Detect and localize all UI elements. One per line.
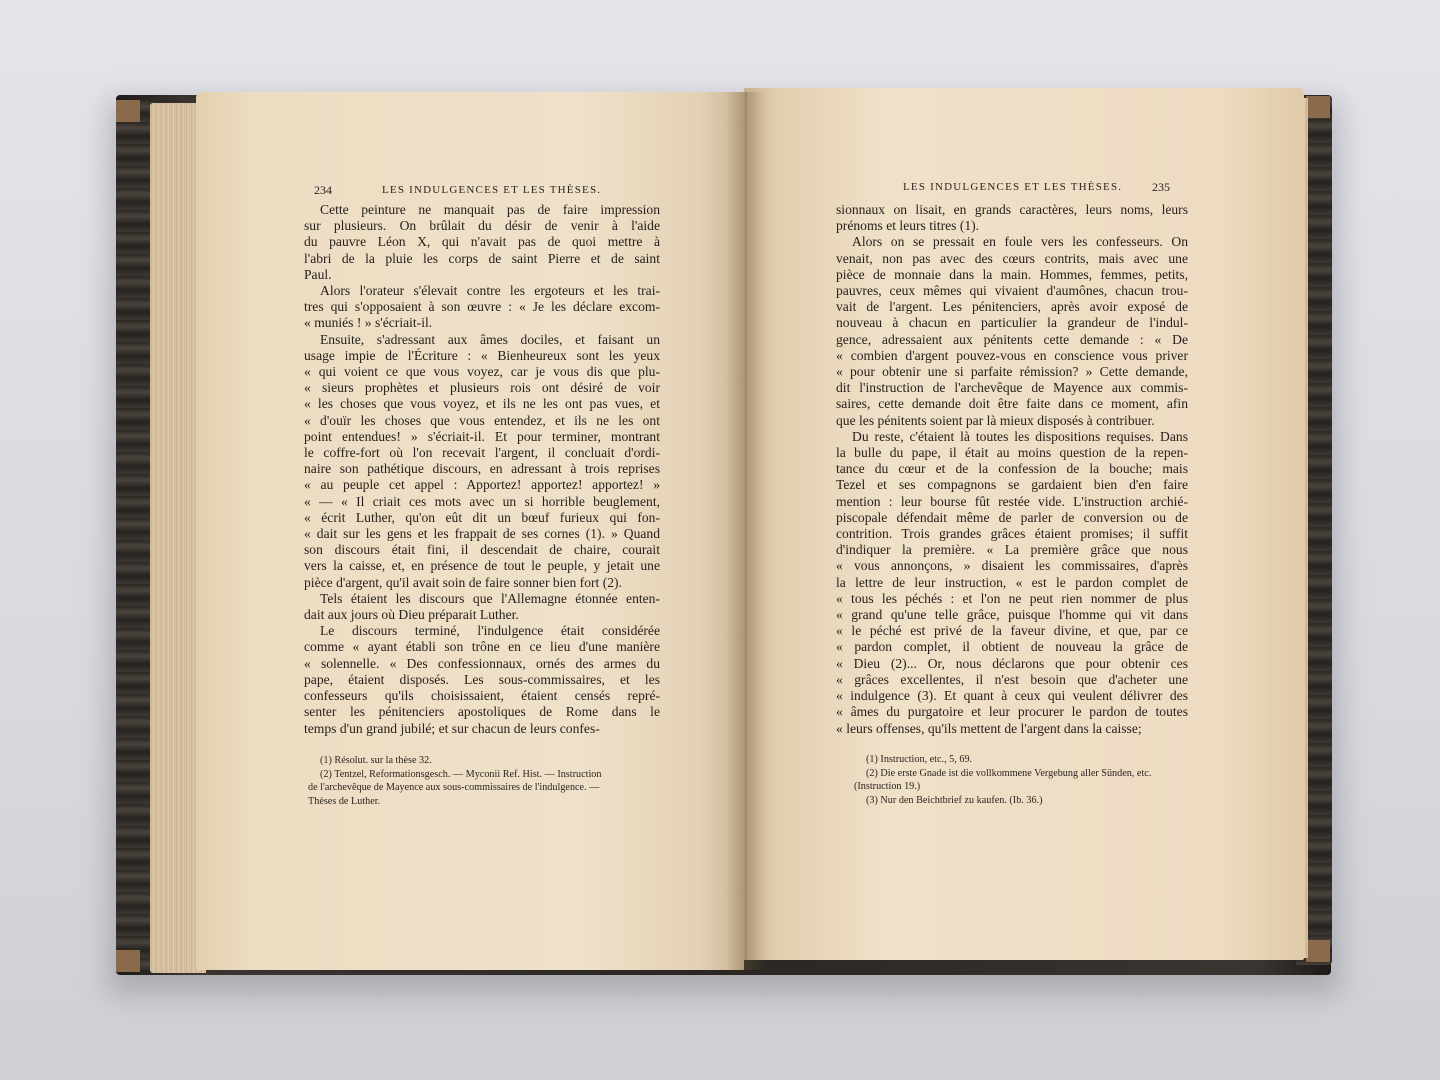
text-line: pauvres, ceux mêmes qui vivaient d'aumônes, chacun trou- <box>836 283 1188 299</box>
text-line: la bulle du pape, il était au moins question de la repen- <box>836 445 1188 461</box>
right-page-footnotes <box>854 753 1198 807</box>
left-page-footnotes <box>308 754 660 808</box>
text-line: « dait sur les gens et les frappait de ses cornes (1). » Quand <box>304 526 660 542</box>
text-line: Tezel et ses compagnons se gardaient bien d'en faire <box>836 477 1188 493</box>
text-line: sionnaux on lisait, en grands caractères, leurs noms, leurs <box>836 202 1188 217</box>
footnote-line: Thèses de Luther. <box>308 795 381 807</box>
text-line: le coffre-fort où l'on recevait l'argent, il concluait d'ordi- <box>304 445 660 461</box>
text-line: « vous annonçons, » disaient les commissaires, d'après <box>836 558 1188 574</box>
text-line: Ensuite, s'adressant aux âmes dociles, et faisant un <box>320 331 660 347</box>
text-line: l'abri de la pluie les corps de saint Pierre et de saint <box>304 250 660 266</box>
right-running-head: LES INDULGENCES ET LES THÈSES. <box>903 181 1123 193</box>
text-line: saires, cette demande doit être faite dans ce moment, afin <box>836 396 1188 412</box>
text-line: usage impie de l'Écriture : « Bienheureux sont les yeux <box>304 347 660 363</box>
text-line: « leurs offenses, qu'ils mettent de l'argent dans la caisse; <box>836 720 1142 736</box>
right-page-body <box>836 202 1188 737</box>
text-line: « qui voient ce que vous voyez, car je vous dis que plu- <box>304 364 660 380</box>
text-line: comme « ayant établi son trône en ce lieu d'une manière <box>304 639 660 655</box>
text-line: dait aux jours où Dieu préparait Luther. <box>304 607 519 623</box>
text-line: vers la caisse, et, en présence de tout le peuple, y jetait une <box>304 558 660 574</box>
text-line: la lettre de leur instruction, « est le pardon complet de <box>836 574 1188 590</box>
text-line: Le discours terminé, l'indulgence était considérée <box>320 623 660 639</box>
text-line: « muniés ! » s'écriait-il. <box>304 315 433 331</box>
text-line: « Dieu (2)... Or, nous déclarons que pour obtenir ces <box>836 655 1188 671</box>
text-line: son discours était fini, il descendait de chaire, courait <box>304 542 660 558</box>
cover-corner-bottom-left <box>116 950 140 972</box>
text-line: « sieurs prophètes et plusieurs rois ont désiré de voir <box>304 380 660 396</box>
text-line: contrition. Trois grandes grâces étaient promises; il suffit <box>836 526 1188 542</box>
text-line: d'indiquer la première. « La première grâce que nous <box>836 542 1188 558</box>
text-line: Cette peinture ne manquait pas de faire impression <box>320 202 660 217</box>
text-line: Tels étaient les discours que l'Allemagne étonnée enten- <box>320 590 660 606</box>
book-gutter <box>726 92 766 970</box>
text-line: Alors l'orateur s'élevait contre les ergoteurs et les trai- <box>320 283 660 299</box>
text-line: « les choses que vous voyez, et ils ne les ont pas vues, et <box>304 396 660 412</box>
text-line: Paul. <box>304 266 332 282</box>
text-line: « écrit Luther, qu'on eût dit un bœuf furieux qui fon- <box>304 509 660 525</box>
text-line: prénoms et leurs titres (1). <box>836 218 980 234</box>
footnote-line: (2) Tentzel, Reformationsgesch. — Myconii Ref. Hist. — Instruction <box>320 768 602 780</box>
text-line: nouveau à chacun en particulier la grandeur de l'indul- <box>836 315 1188 331</box>
footnote-line: (1) Instruction, etc., 5, 69. <box>866 754 973 765</box>
text-line: dit l'instruction de l'archevêque de Mayence aux commis- <box>836 380 1188 396</box>
text-line: sur plusieurs. On brûlait du désir de venir à l'aide <box>304 218 660 234</box>
text-line: senter les pénitenciers apostoliques de Rome dans le <box>304 704 660 720</box>
text-line: du pauvre Léon X, qui n'avait pas de quoi mettre à <box>304 234 660 250</box>
text-line: « solennelle. « Des confessionnaux, ornés des armes du <box>304 655 660 671</box>
right-page-number: 235 <box>1152 180 1170 194</box>
footnote-line: (3) Nur den Beichtbrief zu kaufen. (Ib. 36.) <box>866 794 1043 806</box>
text-line: vait de l'argent. Les pénitenciers, après avoir exposé de <box>836 299 1188 315</box>
cover-corner-top-left <box>116 100 140 122</box>
left-running-head: LES INDULGENCES ET LES THÈSES. <box>382 184 602 196</box>
text-line: tance du cœur et de la confession de la bouche; mais <box>836 461 1188 477</box>
text-line: naire son pathétique discours, en adressant à trois reprises <box>304 461 660 477</box>
footnote-line: (2) Die erste Gnade ist die vollkommene Vergebung aller Sünden, etc. <box>866 767 1152 779</box>
left-page-body <box>304 202 660 737</box>
text-line: Du reste, c'étaient là toutes les dispositions requises. Dans <box>852 428 1188 444</box>
text-line: « pour obtenir une si parfaite rémission? » Cette demande, <box>836 364 1188 380</box>
text-line: pape, étaient disposés. Les sous-commissaires, et les <box>304 671 660 687</box>
text-line: gence, adressaient aux pénitents cette demande : « De <box>836 331 1188 347</box>
text-line: pièce de monnaie dans la main. Hommes, femmes, petits, <box>836 266 1188 282</box>
text-line: « au peuple cet appel : Apportez! apportez! apportez! » <box>304 477 660 493</box>
cover-corner-bottom-right <box>1306 940 1330 962</box>
text-line: « combien d'argent pouvez-vous en conscience vous priver <box>836 347 1188 363</box>
text-line: « d'ouïr les choses que vous entendez, et ils ne les ont <box>304 412 660 428</box>
text-line: pièce d'argent, qu'il avait soin de faire sonner bien fort (2). <box>304 574 622 590</box>
text-line: venait, non pas avec des cœurs contrits, mais avec une <box>836 250 1188 266</box>
text-line: temps d'un grand jubilé; et sur chacun de leurs confes- <box>304 720 600 736</box>
text-line: que les pénitents soient par là mieux disposés à contribuer. <box>836 412 1155 428</box>
text-line: « tous les péchés : et l'on ne peut rien nommer de plus <box>836 590 1188 606</box>
text-line: « indulgence (3). Et quant à ceux qui veulent délivrer des <box>836 688 1188 704</box>
footnote-line: (Instruction 19.) <box>854 781 921 793</box>
footnote-line: de l'archevêque de Mayence aux sous-commissaires de l'indulgence. — <box>308 782 600 794</box>
text-line: « grand qu'une telle grâce, puisque l'homme qui vit dans <box>836 607 1188 623</box>
text-line: Alors on se pressait en foule vers les confesseurs. On <box>852 234 1188 250</box>
text-line: tres qui s'opposaient à son œuvre : « Je les déclare excom- <box>304 299 660 315</box>
text-line: « le péché est privé de la faveur divine, et que, par ce <box>836 623 1188 639</box>
text-line: « âmes du purgatoire et leur procurer le pardon de toutes <box>836 704 1188 720</box>
text-line: mention : leur bourse fût restée vide. L'instruction archié- <box>836 493 1188 509</box>
text-line: « grâces excellentes, il n'est besoin que d'acheter une <box>836 671 1188 687</box>
text-line: confesseurs qu'ils choisissaient, étaient censés repré- <box>304 688 660 704</box>
text-line: piscopale défendait même de parler de conversion ou de <box>836 509 1188 525</box>
text-line: « — « Il criait ces mots avec un si horrible beuglement, <box>304 493 660 509</box>
footnote-line: (1) Résolut. sur la thèse 32. <box>320 755 432 766</box>
text-line: point entendues! » s'écriait-il. Et pour terminer, montrant <box>304 428 660 444</box>
left-page-number: 234 <box>314 183 332 197</box>
cover-corner-top-right <box>1306 96 1330 118</box>
text-line: « pardon complet, il obtient de nouveau la grâce de <box>836 639 1188 655</box>
